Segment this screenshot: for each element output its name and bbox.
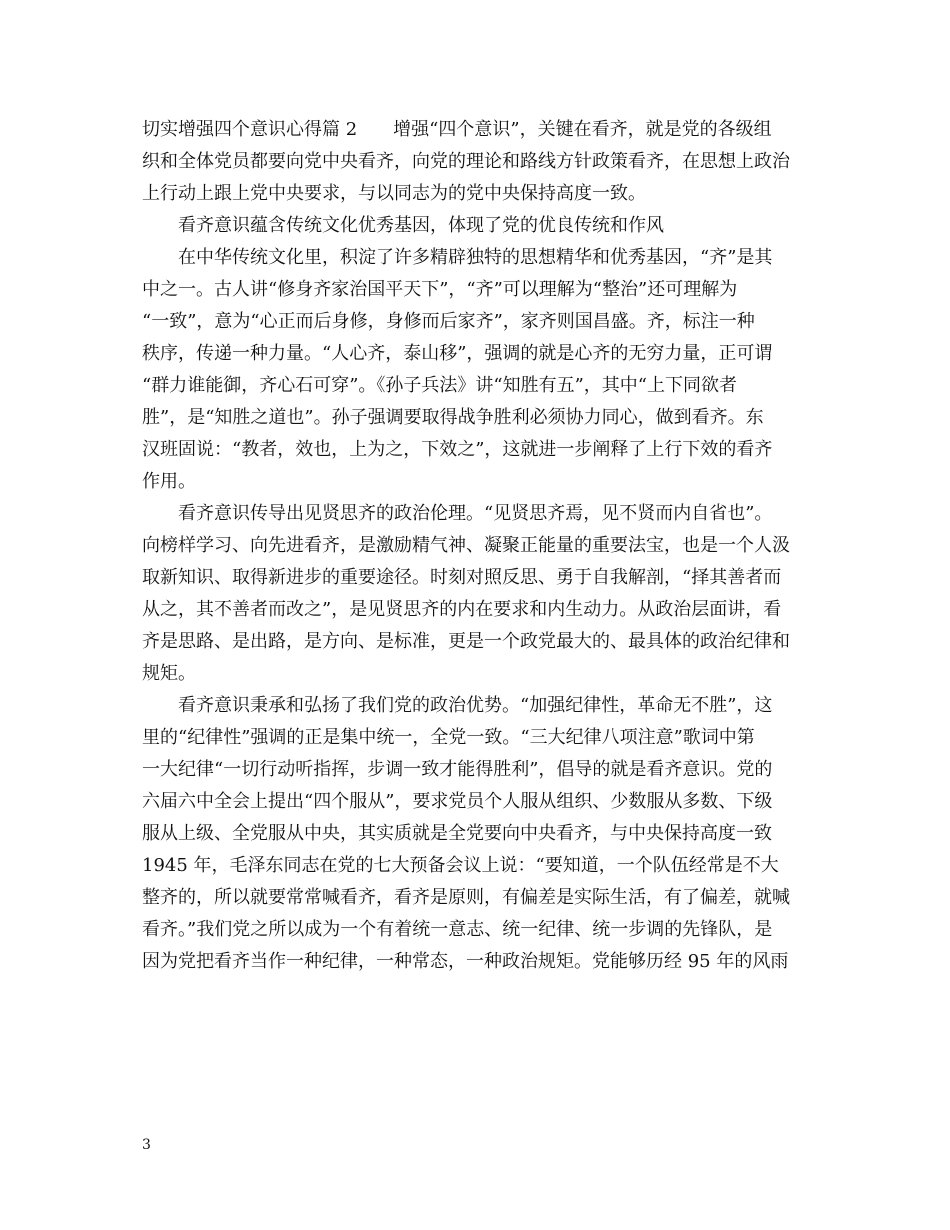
text-line: 取新知识、取得新进步的重要途径。时刻对照反思、勇于自我解剖，“择其善者而 bbox=[142, 567, 782, 588]
text-line: 在中华传统文化里，积淀了许多精辟独特的思想精华和优秀基因，“齐”是其 bbox=[178, 247, 773, 268]
text-line: 织和全体党员都要向党中央看齐，向党的理论和路线方针政策看齐，在思想上政治 bbox=[142, 151, 790, 172]
text-line: 胜”，是“知胜之道也”。孙子强调要取得战争胜利必须协力同心，做到看齐。东 bbox=[142, 407, 764, 428]
text-line: 齐是思路、是出路，是方向、是标准，更是一个政党最大的、最具体的政治纪律和 bbox=[142, 631, 790, 652]
text-line: 看齐意识蕴含传统文化优秀基因，体现了党的优良传统和作风 bbox=[178, 215, 664, 236]
text-line: 中之一。古人讲“修身齐家治国平天下”，“齐”可以理解为“整治”还可理解为 bbox=[142, 279, 738, 300]
text-line: 看齐意识秉承和弘扬了我们党的政治优势。“加强纪律性，革命无不胜”，这 bbox=[178, 695, 773, 716]
text-line: 汉班固说：“教者，效也，上为之，下效之”，这就进一步阐释了上行下效的看齐 bbox=[142, 439, 773, 460]
text-line: 看齐。”我们党之所以成为一个有着统一意志、统一纪律、统一步调的先锋队，是 bbox=[142, 919, 773, 940]
text-line: 因为党把看齐当作一种纪律，一种常态，一种政治规矩。党能够历经 95 年的风雨 bbox=[142, 951, 789, 972]
text-line: 服从上级、全党服从中央，其实质就是全党要向中央看齐，与中央保持高度一致 bbox=[142, 823, 772, 844]
text-line: 向榜样学习、向先进看齐，是激励精气神、凝聚正能量的重要法宝，也是一个人汲 bbox=[142, 535, 790, 556]
text-line: 作用。 bbox=[142, 471, 196, 492]
text-line: “一致”，意为“心正而后身修，身修而后家齐”，家齐则国昌盛。齐，标注一种 bbox=[142, 311, 755, 332]
text-line: 切实增强四个意识心得篇 2 增强“四个意识”，关键在看齐，就是党的各级组 bbox=[142, 119, 772, 140]
text-line: 秩序，传递一种力量。“人心齐，泰山移”，强调的就是心齐的无穷力量，正可谓 bbox=[142, 343, 773, 364]
text-line: 规矩。 bbox=[142, 663, 196, 684]
page-number: 3 bbox=[142, 1137, 151, 1153]
text-line: 上行动上跟上党中央要求，与以同志为的党中央保持高度一致。 bbox=[142, 183, 646, 204]
text-line: “群力谁能御，齐心石可穿”。《孙子兵法》讲“知胜有五”，其中“上下同欲者 bbox=[142, 375, 738, 396]
text-line: 1945 年，毛泽东同志在党的七大预备会议上说：“要知道，一个队伍经常是不大 bbox=[142, 855, 779, 876]
text-line: 六届六中全会上提出“四个服从”，要求党员个人服从组织、少数服从多数、下级 bbox=[142, 791, 773, 812]
text-line: 整齐的，所以就要常常喊看齐，看齐是原则，有偏差是实际生活，有了偏差，就喊 bbox=[142, 887, 790, 908]
text-line: 里的“纪律性”强调的正是集中统一，全党一致。“三大纪律八项注意”歌词中第 bbox=[142, 727, 755, 748]
document-body bbox=[142, 114, 810, 978]
text-line: 看齐意识传导出见贤思齐的政治伦理。“见贤思齐焉，见不贤而内自省也”。 bbox=[178, 503, 773, 524]
text-line: 一大纪律“一切行动听指挥，步调一致才能得胜利”，倡导的就是看齐意识。党的 bbox=[142, 759, 773, 780]
text-line: 从之，其不善者而改之”，是见贤思齐的内在要求和内生动力。从政治层面讲，看 bbox=[142, 599, 782, 620]
